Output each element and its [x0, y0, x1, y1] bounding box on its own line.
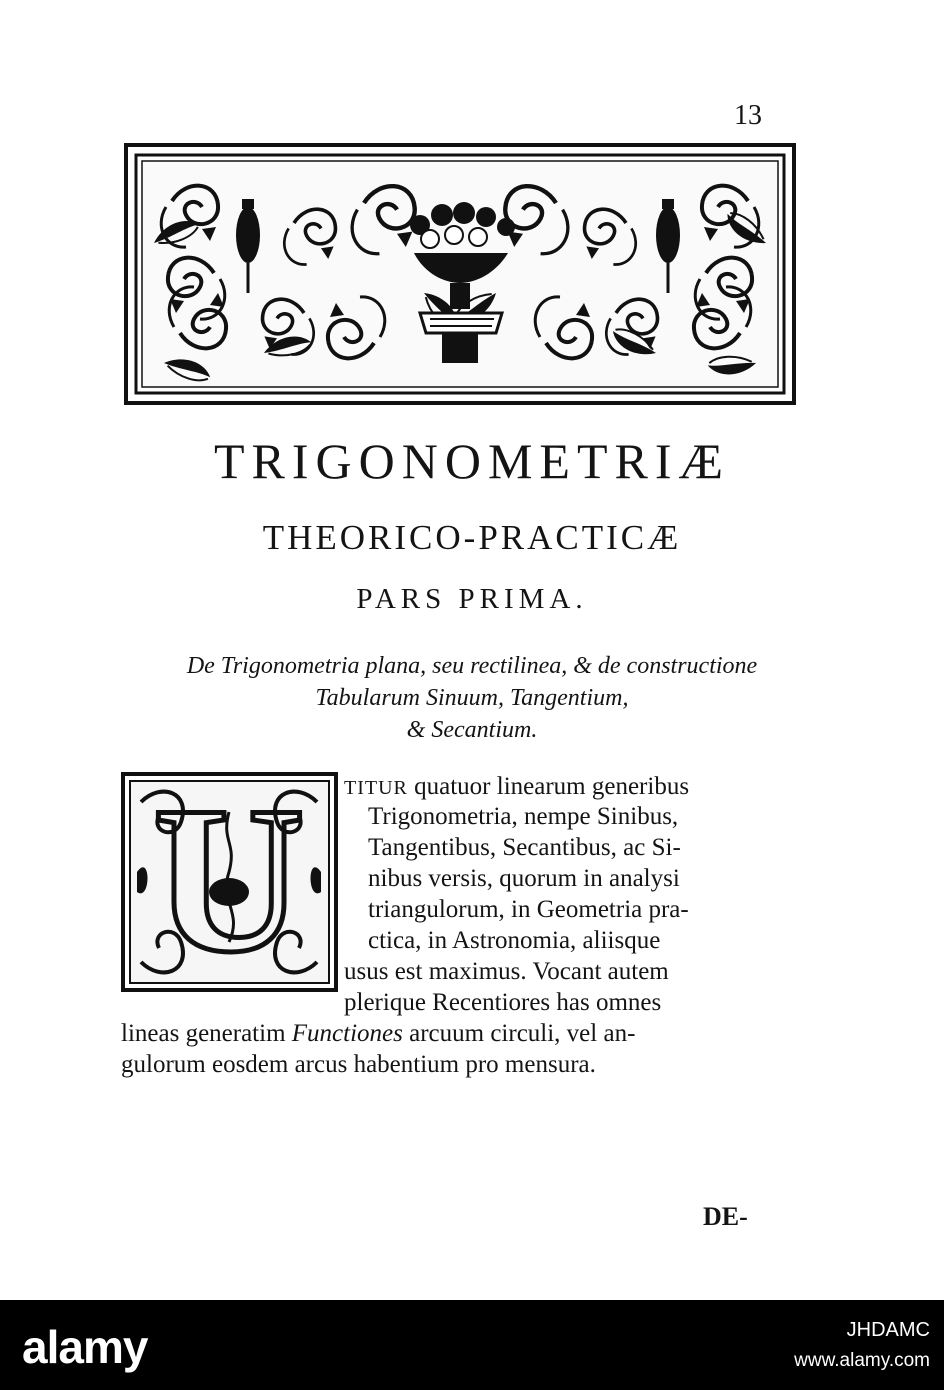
- site-url: www.alamy.com: [794, 1350, 930, 1371]
- body-line: Trigonometria, nempe Sinibus,: [368, 803, 679, 830]
- initial-glyph: U: [153, 772, 305, 992]
- body-line: lineas generatim Functiones arcuum circuli, vel an-: [121, 1020, 636, 1047]
- body-line: ctica, in Astronomia, aliisque: [368, 927, 661, 954]
- description-line: De Trigonometria plana, seu rectilinea, & de constructione: [186, 653, 758, 679]
- alamy-logo: alamy: [22, 1321, 148, 1373]
- page-number: 13: [734, 100, 762, 131]
- part-heading: PARS PRIMA.: [356, 583, 588, 615]
- catchword: DE-: [703, 1202, 748, 1231]
- description-line: & Secantium.: [406, 717, 538, 743]
- decorated-initial-letter: [121, 772, 338, 992]
- subtitle: THEORICO-PRACTICÆ: [262, 518, 682, 557]
- body-line: nibus versis, quorum in analysi: [368, 865, 680, 892]
- emphasis-term: Functiones: [291, 1020, 403, 1047]
- watermark-bar: [0, 1300, 944, 1390]
- body-line: usus est maximus. Vocant autem: [344, 958, 669, 985]
- body-line: plerique Recentiores has omnes: [344, 989, 662, 1016]
- ornamental-headpiece: [124, 143, 796, 405]
- description-line: Tabularum Sinuum, Tangentium,: [315, 685, 629, 711]
- body-line: Tangentibus, Secantibus, ac Si-: [368, 834, 681, 861]
- body-line: gulorum eosdem arcus habentium pro mensura.: [121, 1051, 596, 1078]
- body-line: triangulorum, in Geometria pra-: [368, 896, 689, 923]
- smallcaps-word: TITUR: [344, 777, 408, 799]
- image-id: JHDAMC: [846, 1319, 930, 1341]
- page-title: TRIGONOMETRIÆ: [214, 433, 730, 489]
- body-line: TITUR quatuor linearum generibus: [344, 773, 690, 800]
